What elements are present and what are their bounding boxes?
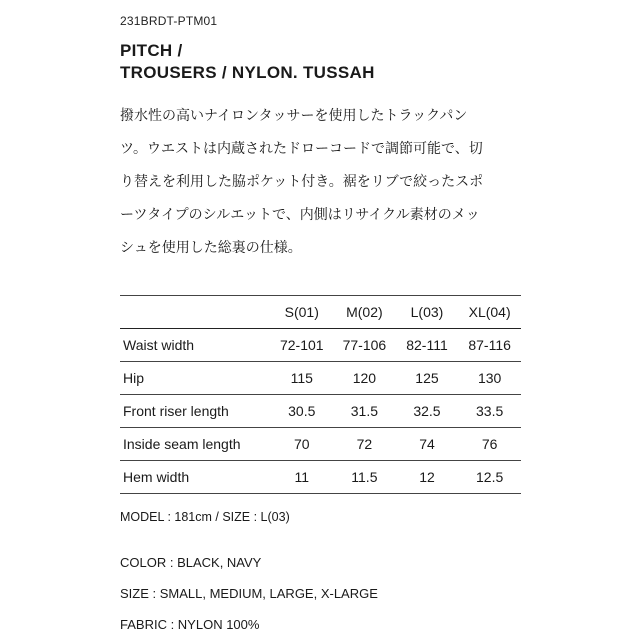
- fabric-info: FABRIC : NYLON 100%: [120, 617, 260, 632]
- table-cell: 30.5: [270, 395, 333, 428]
- description-line: シュを使用した総裏の仕様。: [120, 240, 302, 256]
- table-cell: 11: [270, 461, 333, 494]
- table-cell: 82-111: [396, 329, 459, 362]
- description-line: ーツタイプのシルエットで、内側はリサイクル素材のメッ: [120, 207, 480, 223]
- table-cell: 120: [333, 362, 396, 395]
- model-info: MODEL : 181cm / SIZE : L(03): [120, 510, 290, 524]
- size-header-xl: XL(04): [458, 296, 521, 329]
- size-table-header-blank: [120, 296, 270, 329]
- product-title-line-1: PITCH /: [120, 41, 183, 60]
- table-row: [120, 395, 521, 428]
- table-cell: 125: [396, 362, 459, 395]
- table-row: [120, 362, 521, 395]
- size-table-header-row: [120, 296, 521, 329]
- row-label-hip: Hip: [120, 362, 270, 395]
- description-line: り替えを利用した脇ポケット付き。裾をリブで絞ったスポ: [120, 174, 484, 190]
- row-label-hem-width: Hem width: [120, 461, 270, 494]
- description-line: ツ。ウエストは内蔵されたドローコードで調節可能で、切: [120, 141, 483, 157]
- table-cell: 77-106: [333, 329, 396, 362]
- product-description: [120, 100, 530, 265]
- table-cell: 31.5: [333, 395, 396, 428]
- table-cell: 74: [396, 428, 459, 461]
- row-label-front-riser-length: Front riser length: [120, 395, 270, 428]
- description-line: 撥水性の高いナイロンタッサーを使用したトラックパン: [120, 108, 468, 124]
- size-table: [120, 295, 521, 494]
- product-title: [120, 40, 375, 84]
- table-cell: 32.5: [396, 395, 459, 428]
- table-cell: 33.5: [458, 395, 521, 428]
- size-header-l: L(03): [396, 296, 459, 329]
- table-row: [120, 329, 521, 362]
- table-cell: 70: [270, 428, 333, 461]
- size-header-s: S(01): [270, 296, 333, 329]
- table-row: [120, 461, 521, 494]
- table-row: [120, 428, 521, 461]
- size-header-m: M(02): [333, 296, 396, 329]
- table-cell: 130: [458, 362, 521, 395]
- product-code: 231BRDT-PTM01: [120, 14, 218, 28]
- size-info: SIZE : SMALL, MEDIUM, LARGE, X-LARGE: [120, 586, 378, 601]
- product-title-line-2: TROUSERS / NYLON. TUSSAH: [120, 63, 375, 82]
- table-cell: 72-101: [270, 329, 333, 362]
- table-cell: 115: [270, 362, 333, 395]
- table-cell: 12.5: [458, 461, 521, 494]
- row-label-waist-width: Waist width: [120, 329, 270, 362]
- table-cell: 11.5: [333, 461, 396, 494]
- table-cell: 12: [396, 461, 459, 494]
- table-cell: 76: [458, 428, 521, 461]
- table-cell: 72: [333, 428, 396, 461]
- color-info: COLOR : BLACK, NAVY: [120, 555, 262, 570]
- table-cell: 87-116: [458, 329, 521, 362]
- row-label-inside-seam-length: Inside seam length: [120, 428, 270, 461]
